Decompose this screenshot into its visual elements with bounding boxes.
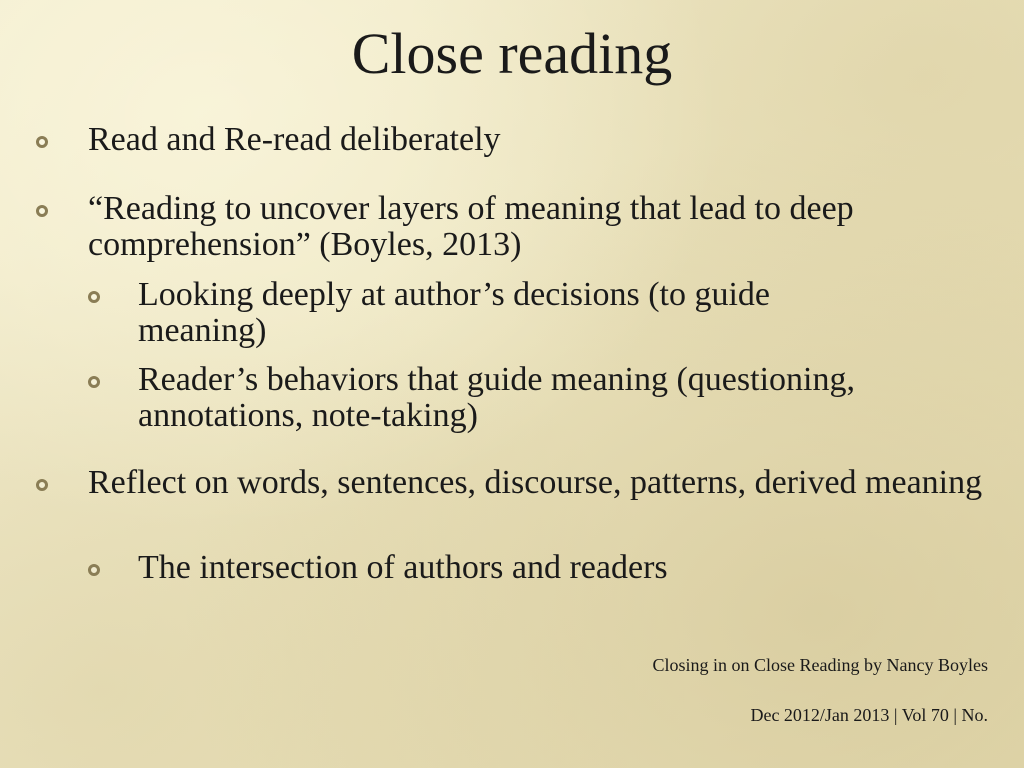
citation-issue: Dec 2012/Jan 2013 | Vol 70 | No. xyxy=(750,705,988,725)
bullet-text: Read and Re-read deliberately xyxy=(88,121,501,158)
slide-title: Close reading xyxy=(351,21,673,86)
bullet-circle-icon xyxy=(36,205,48,217)
sub-bullet-item xyxy=(138,362,978,434)
sub-bullet-text: Reader’s behaviors that guide meaning (questioning, annotations, note-taking) xyxy=(138,361,855,434)
sub-bullet-item xyxy=(138,277,898,349)
bullet-circle-icon xyxy=(36,136,48,148)
bullet-circle-icon xyxy=(88,564,100,576)
bullet-text: Reflect on words, sentences, discourse, patterns, derived meaning xyxy=(88,464,983,501)
sub-bullet-text: Looking deeply at author’s decisions (to guide meaning) xyxy=(138,276,771,349)
citation-source: Closing in on Close Reading by Nancy Boyles xyxy=(652,655,988,675)
bullet-circle-icon xyxy=(88,291,100,303)
sub-bullet-text: The intersection of authors and readers xyxy=(138,549,668,586)
bullet-circle-icon xyxy=(88,376,100,388)
sub-bullet-item xyxy=(138,550,898,586)
bullet-item xyxy=(88,465,998,501)
bullet-item xyxy=(88,191,998,263)
bullet-text: “Reading to uncover layers of meaning that lead to deep comprehension” (Boyles, 2013) xyxy=(88,190,854,263)
bullet-item xyxy=(88,122,988,158)
bullet-circle-icon xyxy=(36,479,48,491)
